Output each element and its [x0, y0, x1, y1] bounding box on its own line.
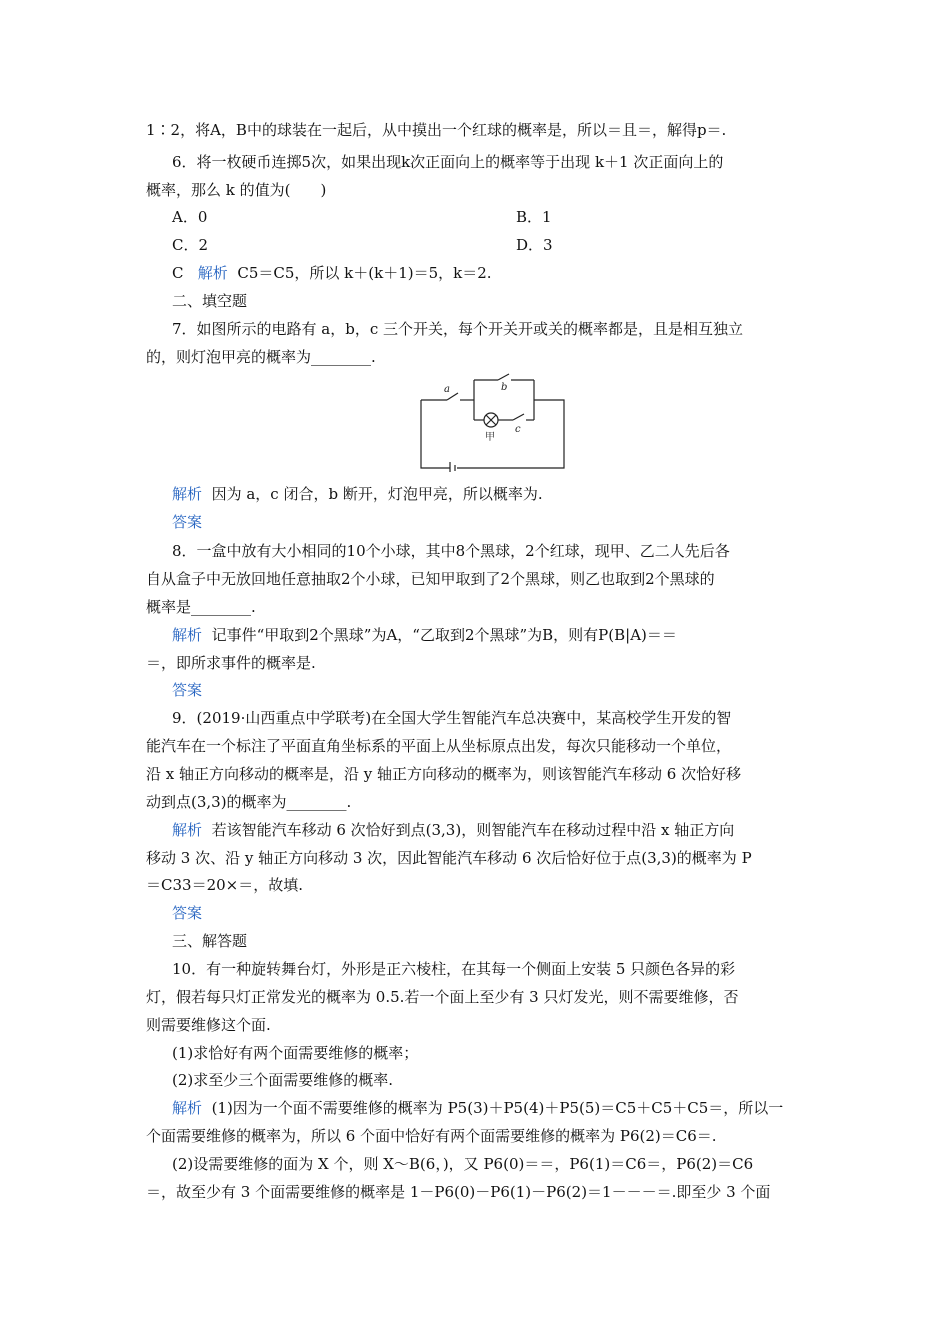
line-1: 1∶2，将A，B中的球装在一起后，从中摸出一个红球的概率是，所以＝且＝，解得p＝.	[146, 121, 727, 139]
answer-10-text-1: (1)因为一个面不需要维修的概率为 P5(3)＋P5(4)＋P5(5)＝C5＋C5＋C5＝，所以一	[211, 1099, 784, 1117]
jiexi-label: 解析	[197, 264, 228, 282]
question-8-line-3: 概率是________.	[146, 598, 256, 616]
switch-c-label: c	[515, 424, 521, 435]
question-7-line-2: 的，则灯泡甲亮的概率为________.	[146, 348, 376, 366]
circuit-wire-left	[421, 400, 450, 468]
question-6-line-1: 6．将一枚硬币连掷5次，如果出现k次正面向上的概率等于出现 k＋1 次正面向上的	[172, 153, 724, 171]
lamp-label: 甲	[485, 432, 495, 443]
section-3-heading: 三、解答题	[172, 932, 248, 950]
option-a: A．0	[172, 208, 208, 226]
answer-8-text-1: 记事件“甲取到2个黑球”为A，“乙取到2个黑球”为B，则有P(B|A)＝＝	[211, 626, 677, 644]
answer-10-line-1	[172, 1098, 783, 1118]
answer-7	[172, 484, 543, 504]
answer-9-line-3: ＝C33＝20×＝，故填.	[146, 876, 303, 894]
question-10-part-1: (1)求恰好有两个面需要维修的概率；	[172, 1044, 419, 1062]
switch-a-label: a	[444, 384, 450, 395]
circuit-diagram	[418, 372, 570, 472]
question-8-line-1: 8．一盒中放有大小相同的10个小球，其中8个黑球，2个红球，现甲、乙二人先后各	[172, 542, 730, 560]
answer-6-letter: C	[172, 264, 184, 282]
question-10-line-1: 10．有一种旋转舞台灯，外形是正六棱柱，在其每一个侧面上安装 5 只颜色各异的彩	[172, 960, 736, 978]
answer-7-text: 因为 a，c 闭合，b 断开，灯泡甲亮，所以概率为.	[211, 485, 543, 503]
question-6-line-2: 概率，那么 k 的值为( )	[146, 181, 327, 199]
daan-label: 答案	[172, 681, 203, 699]
jiexi-label: 解析	[172, 485, 203, 503]
answer-8-line-2: ＝，即所求事件的概率是.	[146, 654, 316, 672]
answer-9-text-1: 若该智能汽车移动 6 次恰好到点(3,3)，则智能汽车在移动过程中沿 x 轴正方向	[211, 821, 735, 839]
answer-10-line-3: (2)设需要维修的面为 X 个，则 X～B(6，)，又 P6(0)＝＝，P6(1)＝C6＝，P6(2)＝C6	[172, 1155, 754, 1173]
option-d: D．3	[516, 236, 553, 254]
daan-label: 答案	[172, 904, 203, 922]
section-2-heading: 二、填空题	[172, 292, 248, 310]
answer-10-line-4: ＝，故至少有 3 个面需要维修的概率是 1－P6(0)－P6(1)－P6(2)＝1－－－＝.即至少 3 个面	[146, 1183, 771, 1201]
question-9-line-2: 能汽车在一个标注了平面直角坐标系的平面上从坐标原点出发，每次只能移动一个单位，	[146, 737, 732, 755]
answer-9-line-1	[172, 820, 734, 840]
answer-10-line-2: 个面需要维修的概率为，所以 6 个面中恰好有两个面需要维修的概率为 P6(2)＝C6＝.	[146, 1127, 717, 1145]
jiexi-label: 解析	[172, 821, 203, 839]
jiexi-label: 解析	[172, 626, 203, 644]
question-10-part-2: (2)求至少三个面需要维修的概率.	[172, 1071, 394, 1089]
answer-6-text: C5＝C5，所以 k＋(k＋1)＝5，k＝2.	[237, 264, 492, 282]
question-9-line-1: 9．(2019·山西重点中学联考)在全国大学生智能汽车总决赛中，某高校学生开发的智	[172, 709, 732, 727]
question-9-line-4: 动到点(3,3)的概率为________.	[146, 793, 352, 811]
answer-9-line-2: 移动 3 次、沿 y 轴正方向移动 3 次，因此智能汽车移动 6 次后恰好位于点(3,3)的概率为 P	[146, 849, 752, 867]
circuit-wire-right	[457, 400, 564, 468]
jiexi-label: 解析	[172, 1099, 203, 1117]
question-9-line-3: 沿 x 轴正方向移动的概率是，沿 y 轴正方向移动的概率为，则该智能汽车移动 6 次恰好移	[146, 765, 742, 783]
switch-b-lever	[498, 374, 509, 380]
daan-label: 答案	[172, 513, 203, 531]
switch-c-lever	[513, 414, 524, 420]
question-10-line-2: 灯，假若每只灯正常发光的概率为 0.5.若一个面上至少有 3 只灯发光，则不需要维修，否	[146, 988, 739, 1006]
answer-6	[172, 263, 492, 283]
question-10-line-3: 则需要维修这个面.	[146, 1016, 271, 1034]
answer-8-line-1	[172, 625, 677, 645]
switch-b-label: b	[501, 382, 508, 393]
option-c: C．2	[172, 236, 209, 254]
question-7-line-1: 7．如图所示的电路有 a，b，c 三个开关，每个开关开或关的概率都是，且是相互独立	[172, 320, 744, 338]
option-b: B．1	[516, 208, 552, 226]
question-8-line-2: 自从盒子中无放回地任意抽取2个小球，已知甲取到了2个黑球，则乙也取到2个黑球的	[146, 570, 715, 588]
